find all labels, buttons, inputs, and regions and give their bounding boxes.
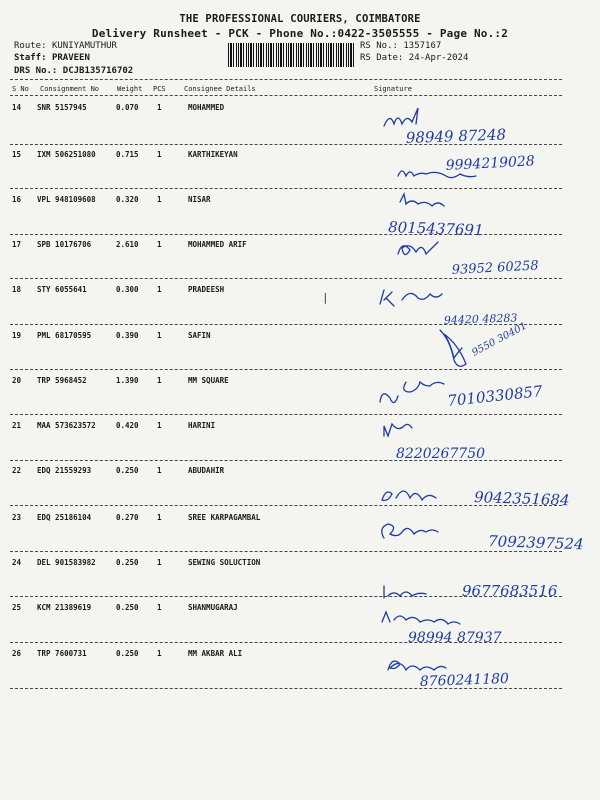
handwritten-phone-row-26: 8760241180 [419,670,510,690]
row-pcs: 1 [157,331,162,340]
rs-date-value: 24-Apr-2024 [408,53,469,63]
route-value: KUNIYAMUTHUR [51,41,117,51]
col-header-sno: S No [12,85,29,93]
row-pcs: 1 [157,649,162,658]
row-consignment: TRP 5968452 [37,376,87,385]
signature-row-17 [398,242,438,255]
col-header-consignee: Consignee Details [184,85,256,93]
handwritten-phone-row-15: 9994219028 [445,153,536,174]
row-weight: 0.270 [116,513,139,522]
pen-tick-mark: | [322,291,329,304]
row-pcs: 1 [157,240,162,249]
row-consignee: SREE KARPAGAMBAL [188,513,261,522]
row-consignment: EDQ 25186104 [37,513,92,522]
row-pcs: 1 [157,421,162,430]
handwritten-phone-row-22: 9042351684 [473,488,570,510]
runsheet-subtitle: Delivery Runsheet - PCK - Phone No.:0422-3505555 - Page No.:2 [91,27,509,40]
row-sno: 24 [12,558,22,567]
handwritten-phone-row-25: 98994 87937 [408,630,502,646]
signature-row-16 [400,194,444,206]
row-consignment: EDQ 21559293 [37,466,92,475]
row-consignee: MOHAMMED [188,103,225,112]
row-pcs: 1 [157,466,162,475]
col-header-pcs: PCS [153,85,166,93]
row-consignment: DEL 901583982 [37,558,96,567]
row-consignee: KARTHIKEYAN [188,150,238,159]
row-pcs: 1 [157,195,162,204]
row-weight: 0.320 [116,195,139,204]
signature-row-24 [384,586,426,598]
signature-row-21 [384,424,412,436]
staff-value: PRAVEEN [51,53,90,63]
row-sno: 16 [12,195,22,204]
row-consignment: KCM 21389619 [37,603,92,612]
col-header-consignment: Consignment No [40,85,100,93]
signature-row-18 [380,290,442,306]
row-weight: 0.070 [116,103,139,112]
row-consignment: PML 68170595 [37,331,92,340]
row-pcs: 1 [157,376,162,385]
row-sno: 17 [12,240,22,249]
row-weight: 0.250 [116,603,139,612]
handwritten-phone-row-24: 9677683516 [462,582,558,600]
row-sno: 15 [12,150,22,159]
row-consignee: SAFIN [188,331,211,340]
row-consignee: MM AKBAR ALI [188,649,243,658]
row-pcs: 1 [157,285,162,294]
row-sno: 18 [12,285,22,294]
row-pcs: 1 [157,558,162,567]
row-pcs: 1 [157,103,162,112]
handwritten-phone-row-17: 93952 60258 [451,258,539,278]
row-weight: 0.300 [116,285,139,294]
signature-row-25 [382,612,460,624]
staff-label: Staff: [14,53,47,63]
row-sno: 14 [12,103,22,112]
handwritten-phone-row-18: 94420 48283 [443,311,518,327]
row-consignee: SEWING SOLUCTION [188,558,261,567]
row-consignment: SNR 5157945 [37,103,87,112]
handwritten-phone-row-23: 7092397524 [487,532,584,554]
signature-row-19 [440,330,466,366]
row-weight: 0.250 [116,649,139,658]
row-consignee: HARINI [188,421,216,430]
row-consignment: STY 6055641 [37,285,87,294]
row-weight: 0.250 [116,466,139,475]
handwritten-phone-row-21: 8220267750 [396,446,486,462]
row-consignee: PRADEESH [188,285,225,294]
signature-row-23 [382,524,438,538]
signature-row-26 [388,661,446,670]
row-consignment: TRP 7600731 [37,649,87,658]
row-consignee: ABUDAHIR [188,466,225,475]
row-sno: 23 [12,513,22,522]
signature-row-14 [384,108,418,126]
handwritten-phone-row-20: 7010330857 [446,382,544,410]
col-header-signature: Signature [374,85,412,93]
drs-value: DCJB135716702 [62,66,134,76]
row-pcs: 1 [157,603,162,612]
rs-no-label: RS No.: [360,41,398,51]
row-weight: 2.610 [116,240,139,249]
route-label: Route: [14,41,47,51]
row-consignee: SHANMUGARAJ [188,603,238,612]
row-weight: 1.390 [116,376,139,385]
row-consignee: NISAR [188,195,211,204]
row-consignment: MAA 573623572 [37,421,96,430]
row-consignee: MOHAMMED ARIF [188,240,247,249]
row-weight: 0.420 [116,421,139,430]
handwritten-phone-row-19: 9550 30401 [470,320,529,359]
row-weight: 0.390 [116,331,139,340]
row-weight: 0.250 [116,558,139,567]
row-sno: 21 [12,421,22,430]
row-consignee: MM SQUARE [188,376,229,385]
company-title: THE PROFESSIONAL COURIERS, COIMBATORE [179,13,421,25]
signature-row-20 [380,382,444,403]
row-consignment: VPL 948109608 [37,195,96,204]
row-consignment: IXM 506251080 [37,150,96,159]
drs-label: DRS No.: [14,66,58,76]
rs-date-label: RS Date: [360,53,404,63]
row-sno: 20 [12,376,22,385]
col-header-weight: Weight [117,85,143,93]
row-sno: 25 [12,603,22,612]
handwritten-phone-row-16: 8015437691 [387,218,484,240]
handwritten-phone-row-14: 98949 87248 [405,125,507,147]
row-weight: 0.715 [116,150,139,159]
row-sno: 26 [12,649,22,658]
row-sno: 22 [12,466,22,475]
row-sno: 19 [12,331,22,340]
rs-no-value: 1357167 [403,41,442,51]
row-pcs: 1 [157,150,162,159]
signature-row-22 [382,491,436,500]
row-pcs: 1 [157,513,162,522]
row-consignment: SPB 10176706 [37,240,92,249]
